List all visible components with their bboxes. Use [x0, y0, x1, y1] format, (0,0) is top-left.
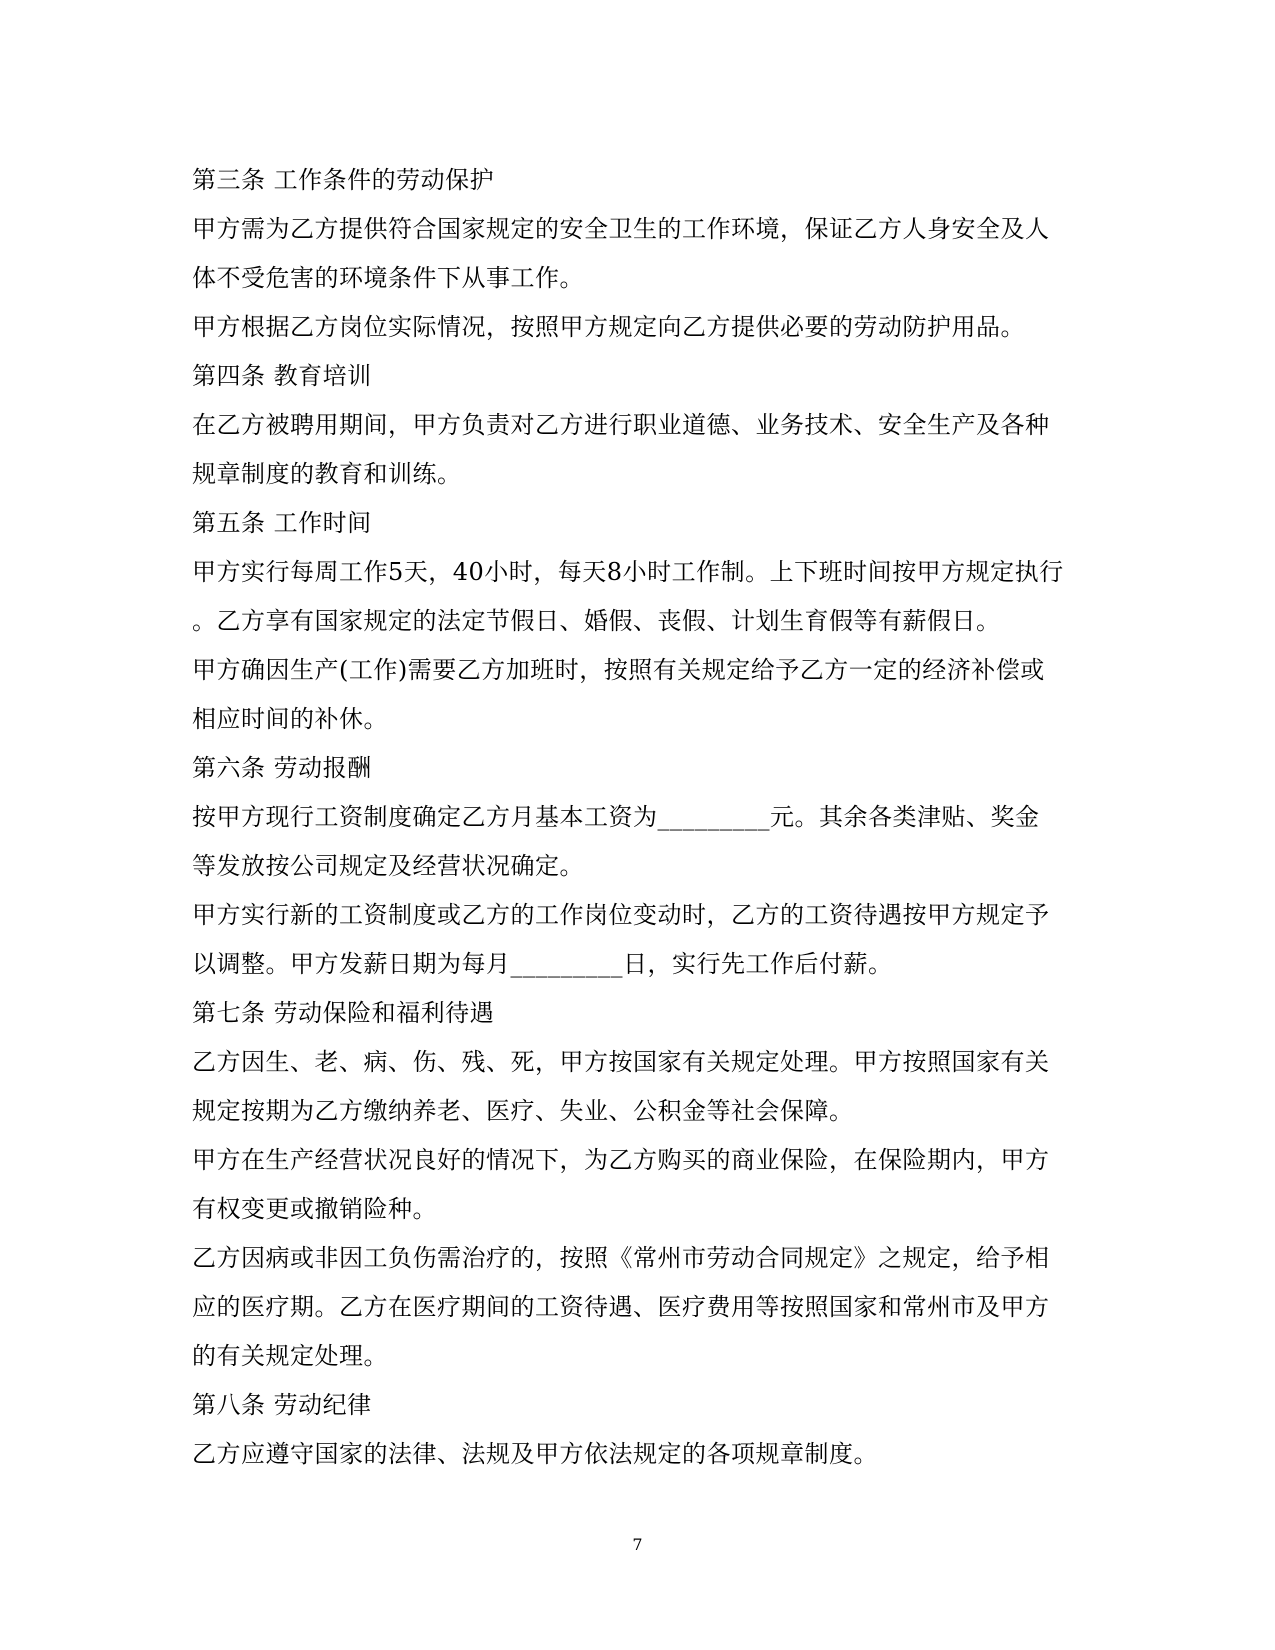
text-line: 以调整。甲方发薪日期为每月_________日，实行先工作后付薪。: [192, 950, 893, 978]
text-line: 应的医疗期。乙方在医疗期间的工资待遇、医疗费用等按照国家和常州市及甲方: [192, 1293, 1050, 1321]
text-line: 甲方确因生产(工作)需要乙方加班时，按照有关规定给予乙方一定的经济补偿或: [192, 656, 1045, 684]
text-line: 甲方实行每周工作5天，40小时，每天8小时工作制。上下班时间按甲方规定执行: [192, 558, 1064, 586]
text-line: 在乙方被聘用期间，甲方负责对乙方进行职业道德、业务技术、安全生产及各种: [192, 411, 1050, 439]
section-heading-8: 第八条 劳动纪律: [192, 1391, 372, 1419]
text-line: 甲方在生产经营状况良好的情况下，为乙方购买的商业保险，在保险期内，甲方: [192, 1146, 1050, 1174]
text-line: 规定按期为乙方缴纳养老、医疗、失业、公积金等社会保障。: [192, 1097, 854, 1125]
section-heading-4: 第四条 教育培训: [192, 362, 372, 390]
text-line: 乙方应遵守国家的法律、法规及甲方依法规定的各项规章制度。: [192, 1440, 878, 1468]
text-line: 规章制度的教育和训练。: [192, 460, 462, 488]
section-heading-3: 第三条 工作条件的劳动保护: [192, 166, 495, 194]
text-line: 甲方实行新的工资制度或乙方的工作岗位变动时，乙方的工资待遇按甲方规定予: [192, 901, 1050, 929]
page-number: 7: [632, 1535, 643, 1554]
text-line: 体不受危害的环境条件下从事工作。: [192, 264, 584, 292]
text-line: 甲方需为乙方提供符合国家规定的安全卫生的工作环境，保证乙方人身安全及人: [192, 215, 1050, 243]
text-line: 的有关规定处理。: [192, 1342, 388, 1370]
text-line: 甲方根据乙方岗位实际情况，按照甲方规定向乙方提供必要的劳动防护用品。: [192, 313, 1025, 341]
section-heading-7: 第七条 劳动保险和福利待遇: [192, 999, 495, 1027]
text-line: 乙方因生、老、病、伤、残、死，甲方按国家有关规定处理。甲方按照国家有关: [192, 1048, 1050, 1076]
section-heading-6: 第六条 劳动报酬: [192, 754, 372, 782]
text-line: 等发放按公司规定及经营状况确定。: [192, 852, 584, 880]
section-heading-5: 第五条 工作时间: [192, 509, 372, 537]
text-line: 相应时间的补休。: [192, 705, 388, 733]
document-body: [192, 156, 1072, 1479]
text-line: 。乙方享有国家规定的法定节假日、婚假、丧假、计划生育假等有薪假日。: [192, 607, 1001, 635]
text-line: 按甲方现行工资制度确定乙方月基本工资为_________元。其余各类津贴、奖金: [192, 803, 1040, 831]
text-line: 乙方因病或非因工负伤需治疗的，按照《常州市劳动合同规定》之规定，给予相: [192, 1244, 1050, 1272]
text-line: 有权变更或撤销险种。: [192, 1195, 437, 1223]
